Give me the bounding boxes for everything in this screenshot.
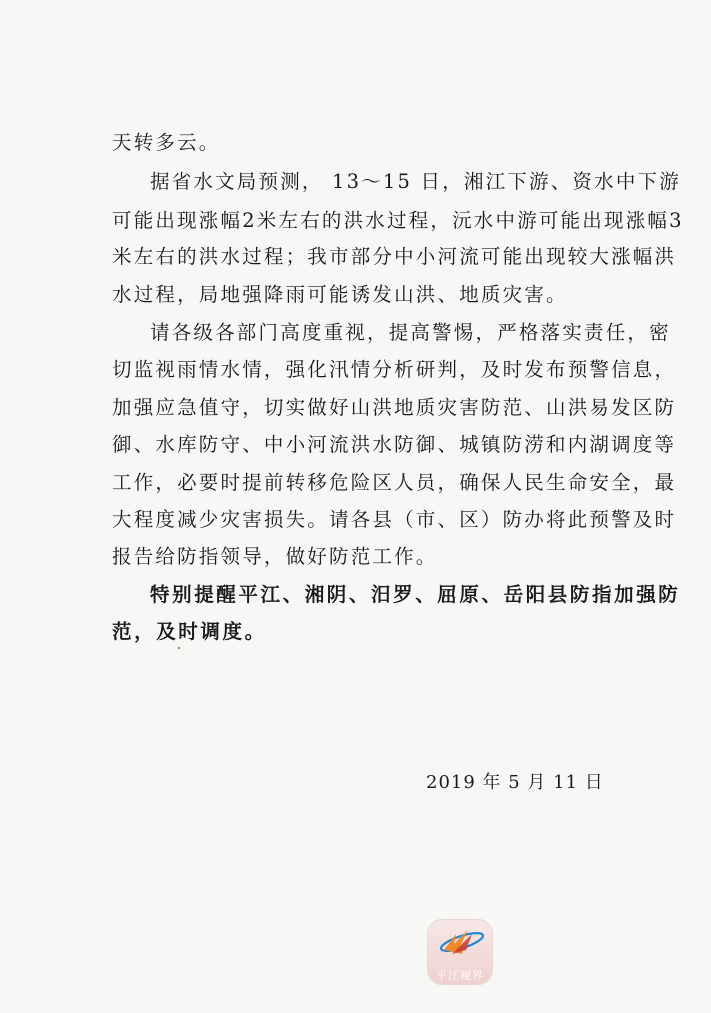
ink-dot: [178, 647, 180, 649]
document-date: 2019 年 5 月 11 日: [426, 772, 604, 793]
paragraph-line: 大程度减少灾害损失。请各县（市、区）防办将此预警及时: [112, 508, 677, 531]
highlight-line: 范，及时调度。: [112, 620, 267, 643]
paragraph-line: 米左右的洪水过程；我市部分中小河流可能出现较大涨幅洪: [112, 245, 677, 268]
paragraph-line: 请各级各部门高度重视，提高警惕，严格落实责任，密: [150, 321, 671, 344]
paragraph-line: 可能出现涨幅2米左右的洪水过程，沅水中游可能出现涨幅3: [112, 209, 684, 232]
paragraph-line: 报告给防指领导，做好防范工作。: [112, 545, 438, 568]
watermark-badge: [428, 920, 492, 984]
paragraph-line: 加强应急值守，切实做好山洪地质灾害防范、山洪易发区防: [112, 396, 677, 419]
highlight-line: 特别提醒平江、湘阴、汨罗、屈原、岳阳县防指加强防: [150, 583, 681, 606]
paragraph-line: 切监视雨情水情，强化汛情分析研判，及时发布预警信息，: [112, 358, 677, 381]
paragraph-line: 天转多云。: [112, 131, 221, 154]
paragraph-line: 工作，必要时提前转移危险区人员，确保人民生命安全，最: [112, 471, 677, 494]
paragraph-line: 水过程，局地强降雨可能诱发山洪、地质灾害。: [112, 283, 568, 306]
paragraph-line: 据省水文局预测， 13～15 日，湘江下游、资水中下游: [150, 170, 681, 193]
paragraph-line: 御、水库防守、中小河流洪水防御、城镇防涝和内湖调度等: [112, 433, 677, 456]
watermark: [428, 920, 496, 988]
watermark-text: 平江视界: [436, 969, 484, 982]
